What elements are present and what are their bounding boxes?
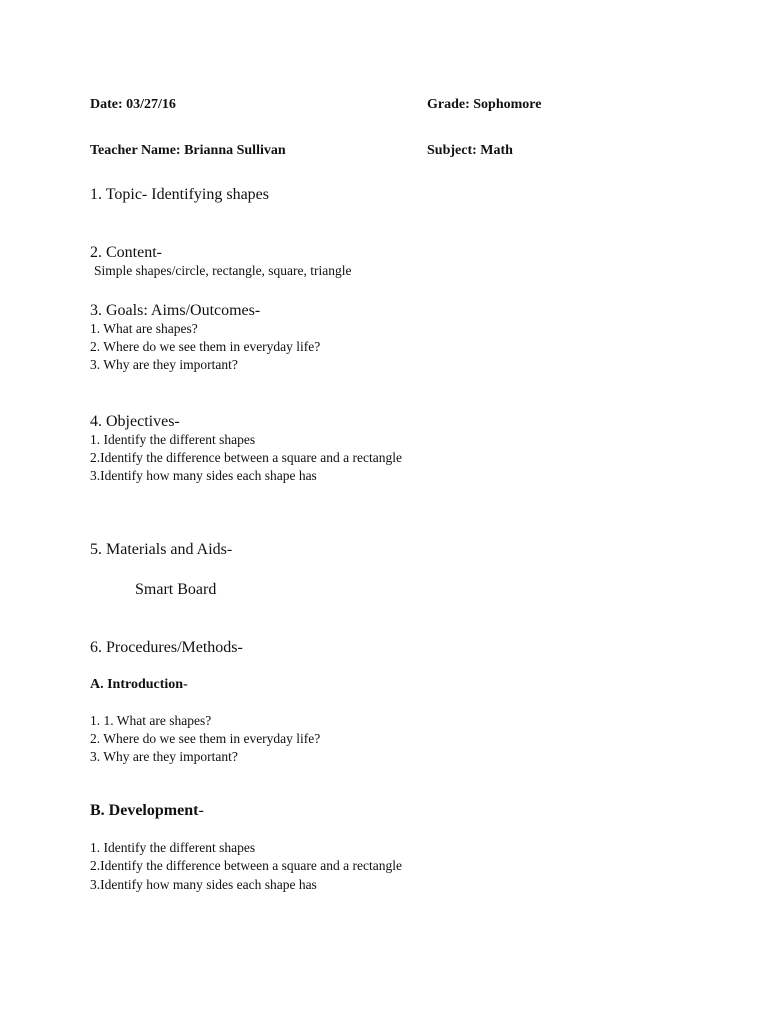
objectives-item: 3.Identify how many sides each shape has <box>90 468 317 483</box>
development-heading-text: B. Development <box>90 802 199 819</box>
procedures-heading: 6. Procedures/Methods- <box>90 639 243 656</box>
goals-item: 2. Where do we see them in everyday life? <box>90 339 321 354</box>
introduction-heading: A. Introduction- <box>90 677 188 692</box>
introduction-item: 2. Where do we see them in everyday life? <box>90 731 321 746</box>
development-heading <box>90 802 204 820</box>
content-text: Simple shapes/circle, rectangle, square, triangle <box>94 263 352 278</box>
content-heading: 2. Content- <box>90 244 162 261</box>
goals-item: 1. What are shapes? <box>90 321 198 336</box>
materials-heading: 5. Materials and Aids- <box>90 541 233 558</box>
development-item: 1. Identify the different shapes <box>90 840 256 855</box>
development-heading-dash: - <box>198 802 204 819</box>
development-item: 2.Identify the difference between a square and a rectangle <box>90 858 402 873</box>
objectives-item: 2.Identify the difference between a square and a rectangle <box>90 450 402 465</box>
objectives-heading: 4. Objectives- <box>90 413 180 430</box>
materials-item: Smart Board <box>135 581 217 598</box>
introduction-item: 3. Why are they important? <box>90 749 238 764</box>
topic-heading: 1. Topic- Identifying shapes <box>90 186 269 203</box>
goals-item: 3. Why are they important? <box>90 357 238 372</box>
objectives-item: 1. Identify the different shapes <box>90 432 256 447</box>
teacher-name-label: Teacher Name: Brianna Sullivan <box>90 143 286 158</box>
grade-label: Grade: Sophomore <box>427 97 542 112</box>
goals-heading: 3. Goals: Aims/Outcomes- <box>90 302 261 319</box>
date-label: Date: 03/27/16 <box>90 97 176 112</box>
subject-label: Subject: Math <box>427 143 513 158</box>
introduction-item: 1. 1. What are shapes? <box>90 713 212 728</box>
development-item: 3.Identify how many sides each shape has <box>90 877 317 892</box>
